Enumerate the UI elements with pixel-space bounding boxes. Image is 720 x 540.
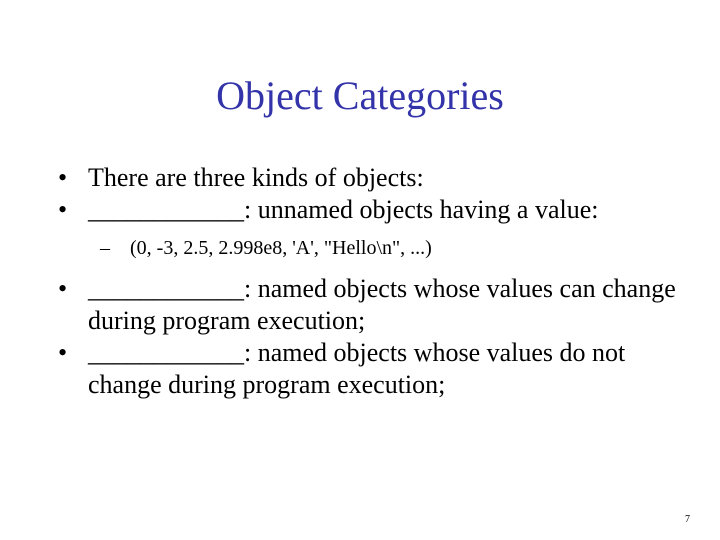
sub-bullet-marker: – <box>100 237 110 259</box>
bullet-item <box>58 273 678 337</box>
sub-bullet-item <box>58 235 678 261</box>
bullet-marker: • <box>58 195 68 224</box>
bullet-text: ____________: named objects whose values can change during program execution; <box>88 274 676 335</box>
bullet-text: There are three kinds of objects: <box>88 163 424 192</box>
bullet-item <box>58 162 678 194</box>
bullet-item <box>58 194 678 226</box>
bullet-text: ____________: named objects whose values do not change during program execution; <box>88 338 626 399</box>
slide-body <box>58 162 678 401</box>
slide-title: Object Categories <box>216 73 504 118</box>
bullet-marker: • <box>58 338 68 367</box>
bullet-marker: • <box>58 274 68 303</box>
page-number: 7 <box>685 514 690 525</box>
bullet-item <box>58 337 678 401</box>
bullet-marker: • <box>58 163 68 192</box>
sub-bullet-text: (0, -3, 2.5, 2.998e8, 'A', "Hello\n", ...) <box>130 237 432 259</box>
bullet-text: ____________: unnamed objects having a value: <box>88 195 599 224</box>
